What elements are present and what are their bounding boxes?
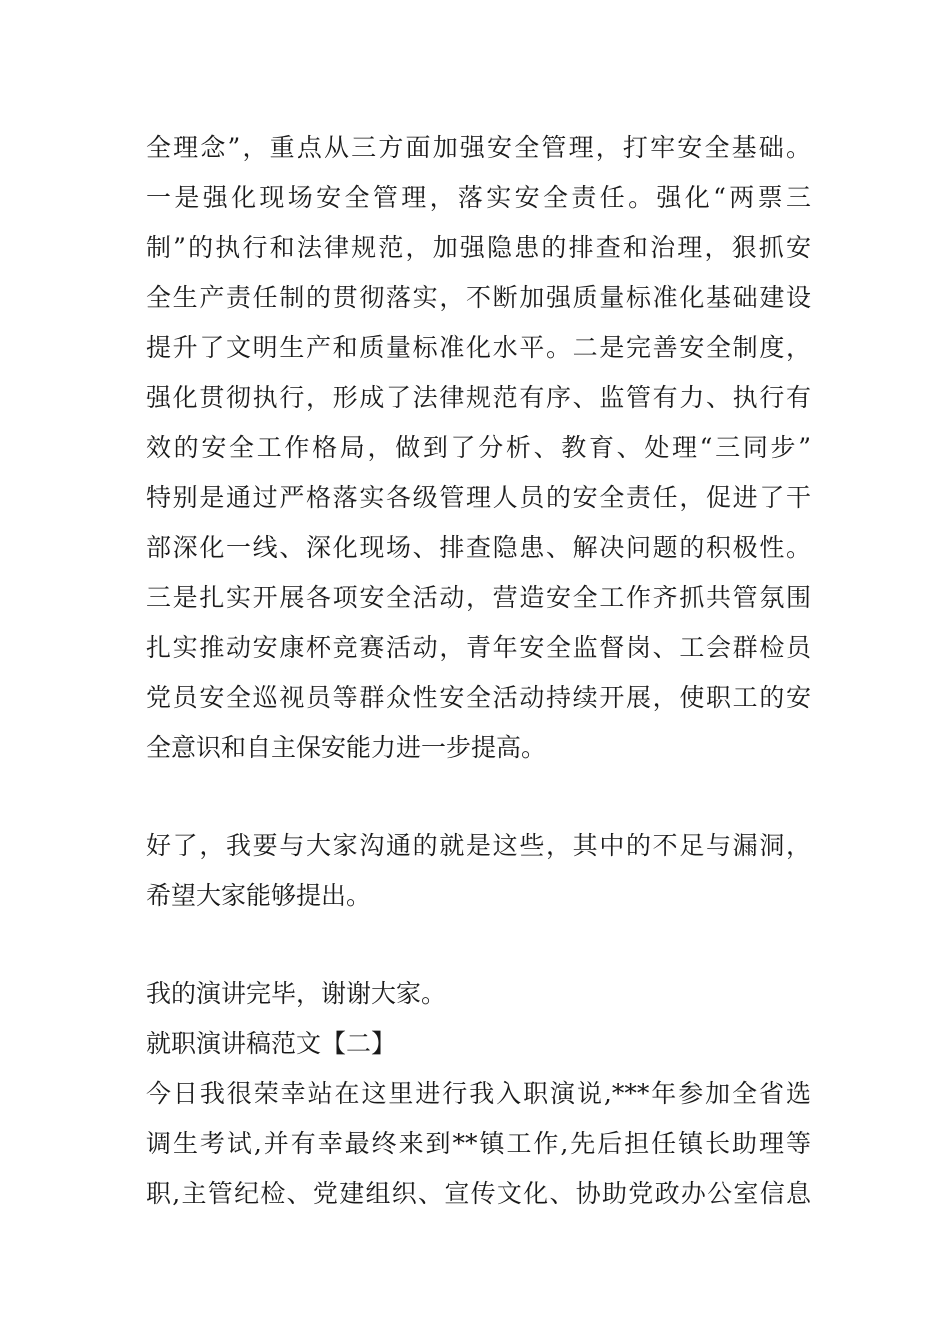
paragraph-line: 部深化一线、深化现场、排查隐患、解决问题的积极性。 bbox=[146, 533, 811, 562]
paragraph-line: 全生产责任制的贯彻落实，不断加强质量标准化基础建设 bbox=[146, 283, 811, 312]
paragraph-line: 提升了文明生产和质量标准化水平。二是完善安全制度， bbox=[146, 333, 811, 362]
paragraph-line: 三是扎实开展各项安全活动，营造安全工作齐抓共管氛围 bbox=[146, 583, 811, 612]
paragraph-line: 全意识和自主保安能力进一步提高。 bbox=[146, 733, 547, 762]
paragraph-line: 效的安全工作格局，做到了分析、教育、处理“三同步” bbox=[146, 433, 811, 462]
paragraph-line: 党员安全巡视员等群众性安全活动持续开展，使职工的安 bbox=[146, 683, 811, 712]
paragraph-line: 调生考试,并有幸最终来到**镇工作,先后担任镇长助理等 bbox=[146, 1129, 811, 1158]
paragraph-line: 一是强化现场安全管理，落实安全责任。强化“两票三 bbox=[146, 183, 811, 212]
paragraph-line: 希望大家能够提出。 bbox=[146, 881, 372, 910]
paragraph-line: 我的演讲完毕，谢谢大家。 bbox=[146, 979, 447, 1008]
paragraph-line: 扎实推动安康杯竞赛活动，青年安全监督岗、工会群检员 bbox=[146, 633, 811, 662]
section-heading: 就职演讲稿范文【二】 bbox=[146, 1029, 397, 1058]
paragraph-line: 强化贯彻执行，形成了法律规范有序、监管有力、执行有 bbox=[146, 383, 811, 412]
paragraph-line: 今日我很荣幸站在这里进行我入职演说,***年参加全省选 bbox=[146, 1079, 811, 1108]
paragraph-line: 职,主管纪检、党建组织、宣传文化、协助党政办公室信息 bbox=[146, 1179, 811, 1208]
paragraph-line: 特别是通过严格落实各级管理人员的安全责任，促进了干 bbox=[146, 483, 811, 512]
paragraph-line: 好了，我要与大家沟通的就是这些，其中的不足与漏洞， bbox=[146, 831, 811, 860]
paragraph-line: 制”的执行和法律规范，加强隐患的排查和治理，狠抓安 bbox=[146, 233, 811, 262]
paragraph-line: 全理念”，重点从三方面加强安全管理，打牢安全基础。 bbox=[146, 133, 811, 162]
